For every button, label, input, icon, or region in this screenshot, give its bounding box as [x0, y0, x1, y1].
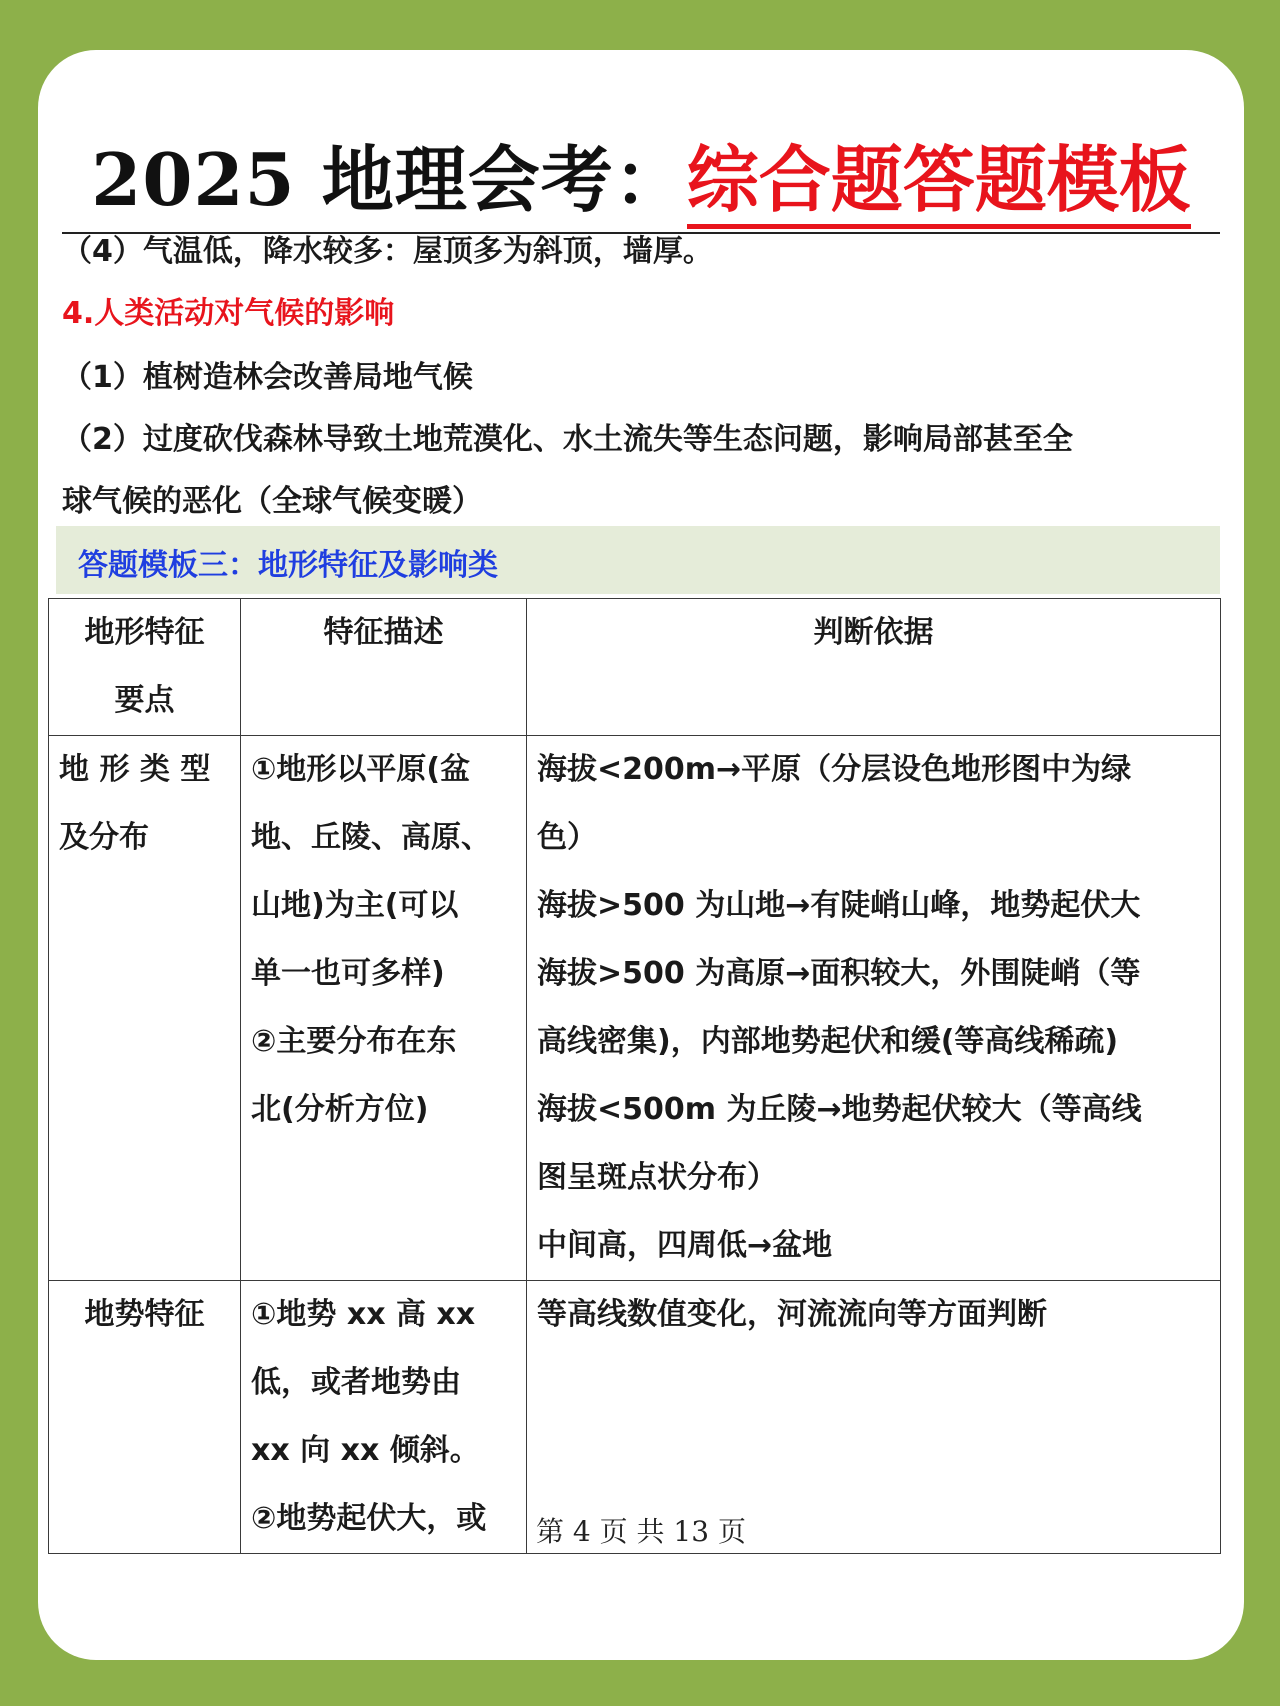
row1-description-line: ②主要分布在东 [251, 1024, 457, 1059]
page-number: 第 4 页 共 13 页 [536, 1515, 746, 1548]
template-title: 答题模板三：地形特征及影响类 [78, 548, 498, 583]
row2-points-line: 地势特征 [84, 1297, 205, 1332]
row1-basis-line: 海拔>500 为高原→面积较大，外围陡峭（等 [537, 956, 1141, 991]
row1-basis-line: 海拔>500 为山地→有陡峭山峰，地势起伏大 [537, 888, 1141, 923]
row1-basis-line: 图呈斑点状分布） [537, 1160, 777, 1195]
header-points-line-1: 地形特征 [84, 615, 205, 650]
title-highlight: 综合题答题模板 [687, 137, 1191, 229]
row1-basis-line: 海拔<200m→平原（分层设色地形图中为绿 [537, 752, 1132, 787]
row1-points-cell [49, 736, 241, 1281]
table-header-row [49, 599, 1221, 736]
row1-basis-cell [527, 736, 1221, 1281]
row2-description-line: 低，或者地势由 [251, 1365, 461, 1400]
row1-description-line: 山地)为主(可以 [251, 888, 459, 923]
row1-description-line: 地、丘陵、高原、 [251, 820, 491, 855]
row2-basis-line: 等高线数值变化，河流流向等方面判断 [537, 1297, 1047, 1332]
row2-description-line: xx 向 xx 倾斜。 [251, 1433, 480, 1468]
header-cell-description [241, 599, 527, 736]
row1-points-line: 地 形 类 型 [59, 752, 211, 787]
header-cell-basis [527, 599, 1221, 736]
row1-description-line: ①地形以平原(盆 [251, 752, 471, 787]
header-basis-label: 判断依据 [813, 615, 934, 650]
row1-basis-line: 色） [537, 820, 597, 855]
row2-description-line: ②地势起伏大，或 [251, 1501, 487, 1536]
row1-basis-line: 海拔<500m 为丘陵→地势起伏较大（等高线 [537, 1092, 1142, 1127]
template-banner [56, 526, 1220, 594]
row1-basis-line: 高线密集)，内部地势起伏和缓(等高线稀疏) [537, 1024, 1119, 1059]
body-line-3b: 球气候的恶化（全球气候变暖） [62, 484, 482, 519]
title-prefix: 2025 地理会考： [91, 137, 687, 222]
header-cell-points [49, 599, 241, 736]
body-line-3a: （2）过度砍伐森林导致土地荒漠化、水土流失等生态问题，影响局部甚至全 [62, 422, 1073, 457]
row2-description-line: ①地势 xx 高 xx [251, 1297, 476, 1332]
section-4-heading: 4.人类活动对气候的影响 [62, 296, 395, 331]
row1-description-cell [241, 736, 527, 1281]
header-points-line-2: 要点 [114, 683, 175, 718]
document-page [38, 50, 1244, 1660]
terrain-table [48, 598, 1221, 1554]
row1-description-line: 北(分析方位) [251, 1092, 429, 1127]
row1-basis-line: 中间高，四周低→盆地 [537, 1228, 833, 1263]
table-row [49, 736, 1221, 1281]
body-line-1: （4）气温低，降水较多：屋顶多为斜顶，墙厚。 [62, 234, 713, 269]
row1-points-line: 及分布 [59, 820, 149, 855]
page-title [38, 122, 1244, 232]
row1-description-line: 单一也可多样) [251, 956, 445, 991]
body-line-2: （1）植树造林会改善局地气候 [62, 360, 473, 395]
header-description-label: 特征描述 [323, 615, 444, 650]
